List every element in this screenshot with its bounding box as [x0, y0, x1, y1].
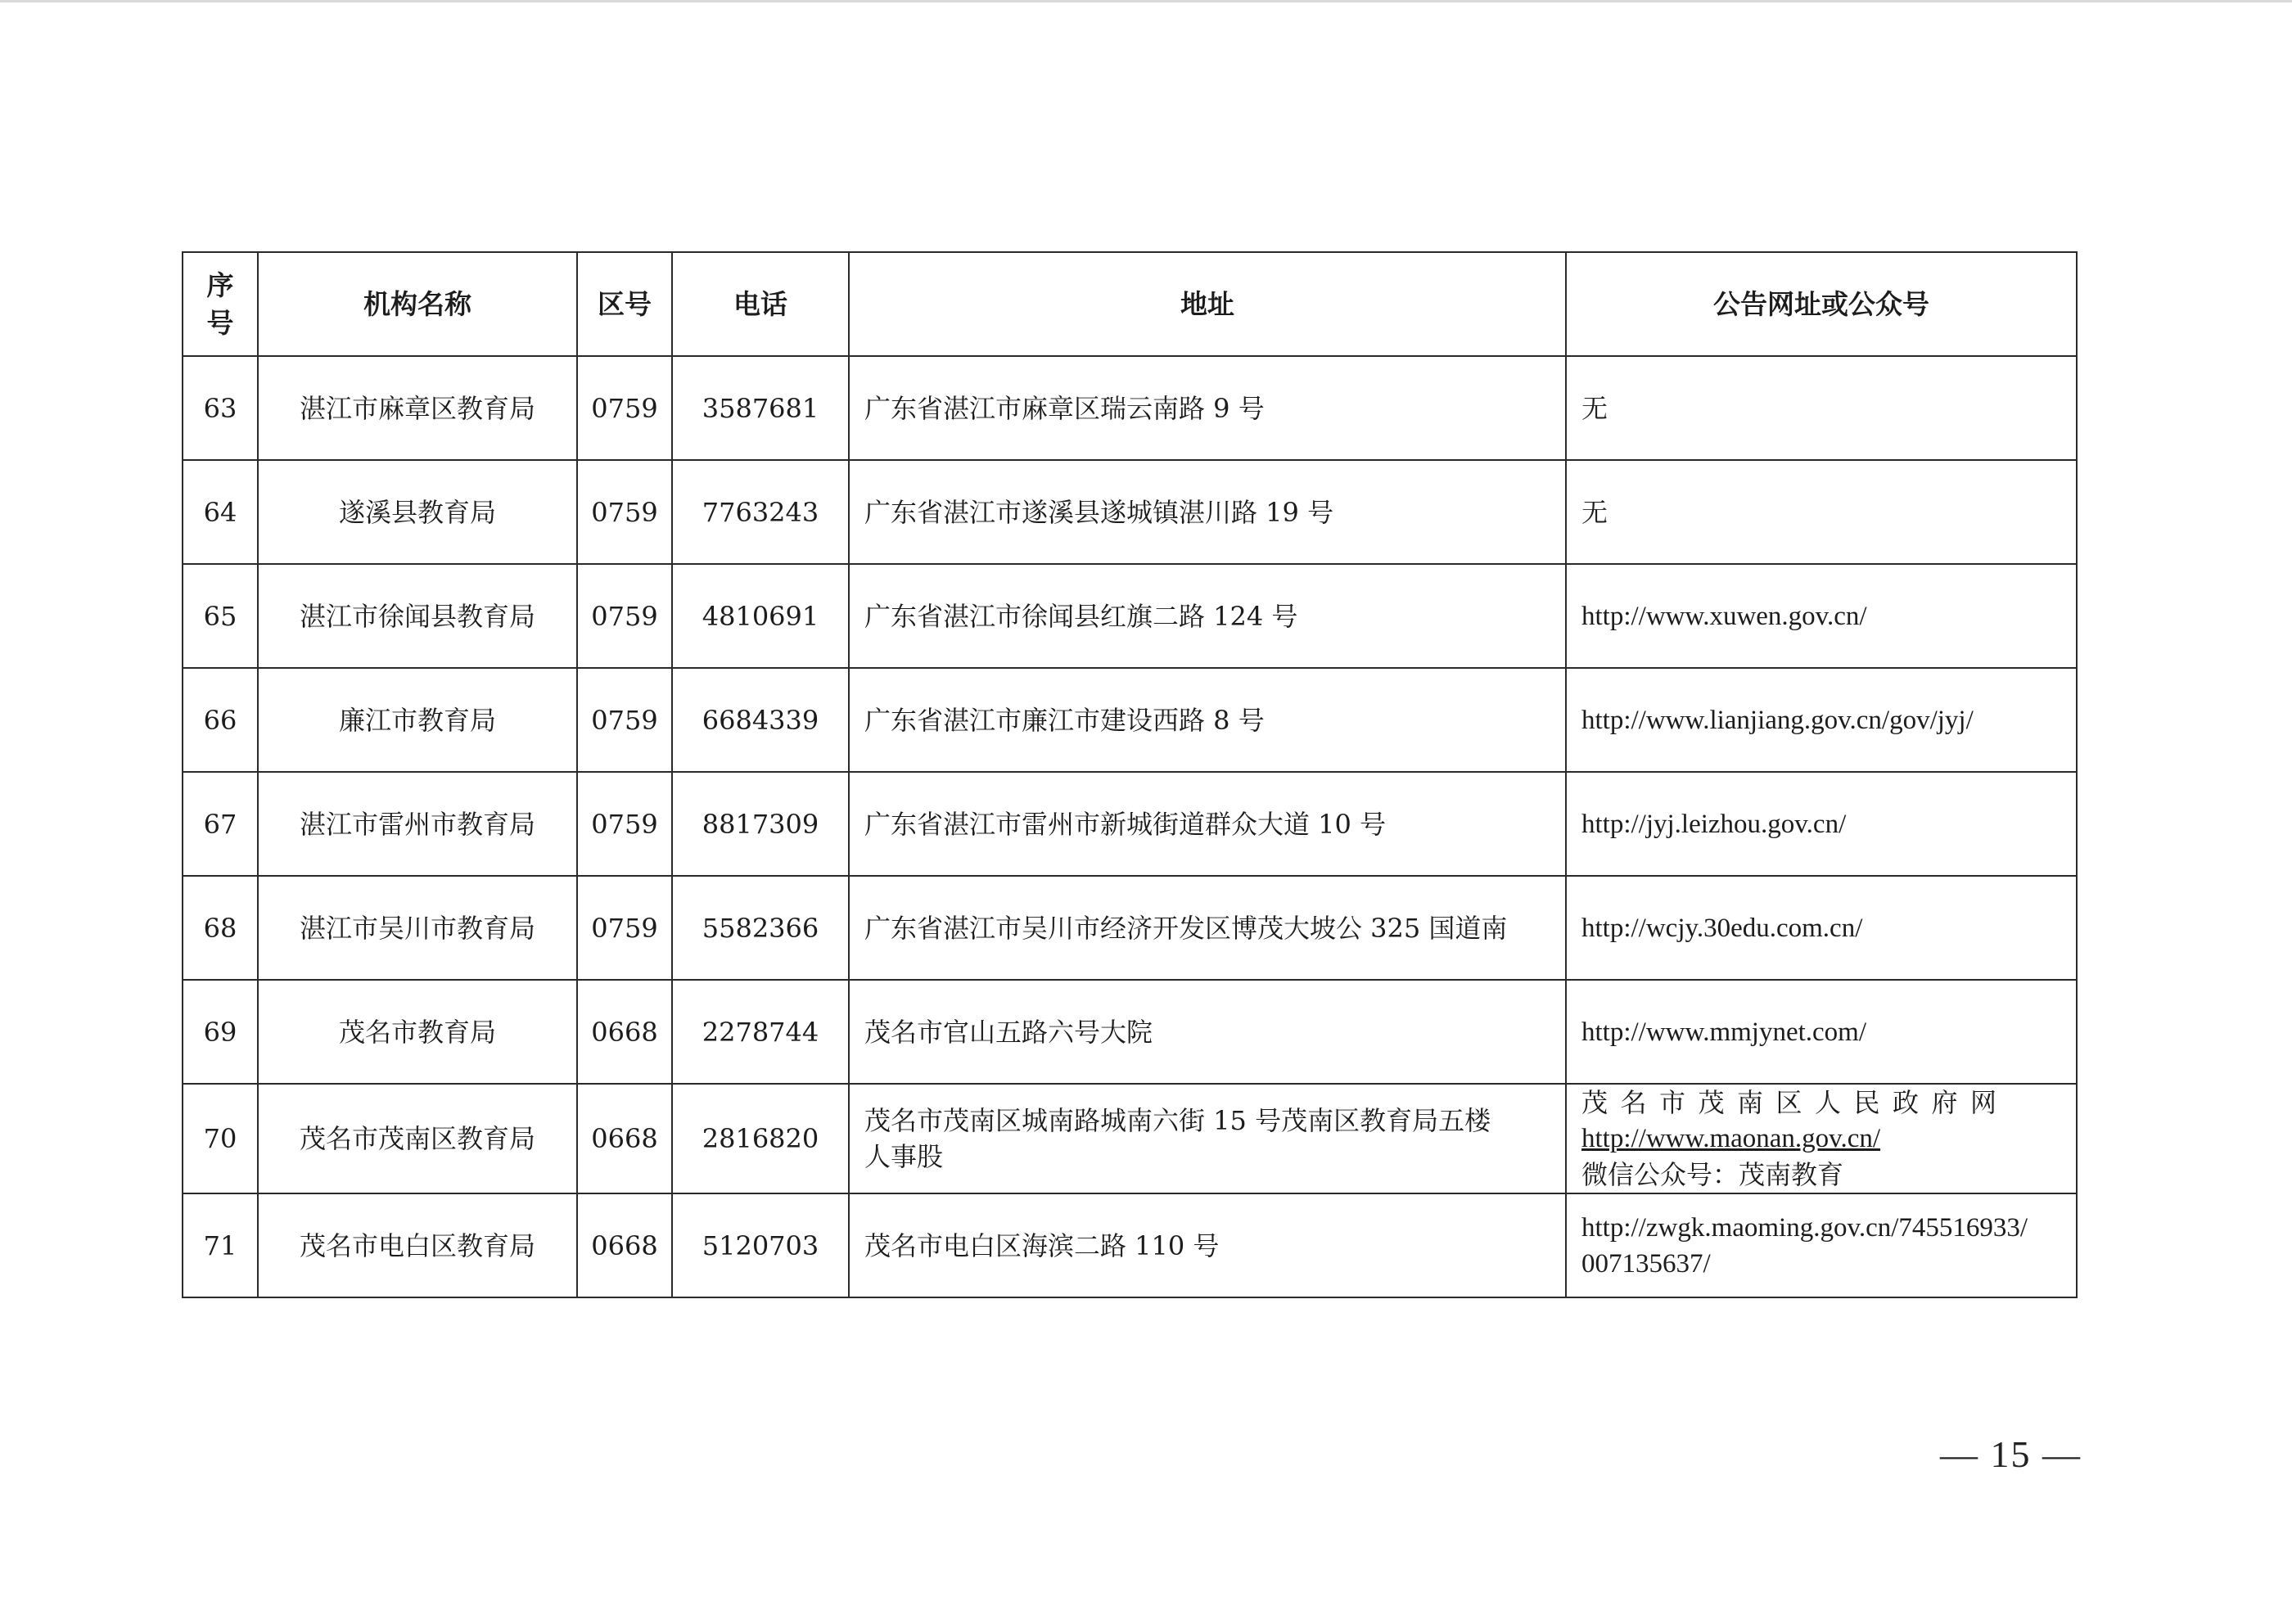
- cell-address: [849, 772, 1566, 876]
- page-number: — 15 —: [1940, 1433, 2082, 1475]
- address-line: 广东省湛江市廉江市建设西路 8 号: [864, 704, 1265, 736]
- cell-address: [849, 980, 1566, 1084]
- cell-area-code: 0668: [577, 1193, 672, 1297]
- cell-name: 遂溪县教育局: [258, 460, 577, 564]
- cell-website: [1566, 980, 2077, 1084]
- website-line: 无: [1581, 496, 1608, 528]
- table-row: [183, 564, 2077, 668]
- cell-area-code: 0668: [577, 980, 672, 1084]
- address-line: 茂名市电白区海滨二路 110 号: [864, 1229, 1220, 1261]
- cell-name: 廉江市教育局: [258, 668, 577, 772]
- cell-seq: 70: [183, 1084, 258, 1193]
- address-line: 茂名市官山五路六号大院: [864, 1016, 1153, 1048]
- cell-seq: 63: [183, 356, 258, 460]
- cell-address: [849, 564, 1566, 668]
- website-link[interactable]: 007135637/: [1581, 1248, 1711, 1279]
- cell-name: 湛江市吴川市教育局: [258, 876, 577, 980]
- table-row: [183, 460, 2077, 564]
- cell-area-code: 0759: [577, 876, 672, 980]
- cell-seq: 65: [183, 564, 258, 668]
- website-link[interactable]: http://zwgk.maoming.gov.cn/745516933/: [1581, 1212, 2028, 1243]
- cell-seq: 67: [183, 772, 258, 876]
- cell-area-code: 0759: [577, 460, 672, 564]
- cell-seq: 69: [183, 980, 258, 1084]
- cell-website: [1566, 876, 2077, 980]
- header-website: 公告网址或公众号: [1566, 252, 2077, 356]
- cell-seq: 66: [183, 668, 258, 772]
- cell-area-code: 0759: [577, 668, 672, 772]
- directory-table-wrapper: [182, 251, 2078, 1298]
- cell-website: [1566, 668, 2077, 772]
- cell-seq: 71: [183, 1193, 258, 1297]
- cell-address: [849, 356, 1566, 460]
- table-row: [183, 356, 2077, 460]
- table-row: [183, 1193, 2077, 1297]
- scan-top-edge: [0, 0, 2292, 2]
- cell-address: [849, 1193, 1566, 1297]
- wechat-account-line: 微信公众号：茂南教育: [1581, 1159, 1844, 1190]
- cell-area-code: 0759: [577, 564, 672, 668]
- cell-area-code: 0668: [577, 1084, 672, 1193]
- table-header-row: [183, 252, 2077, 356]
- table-row: [183, 980, 2077, 1084]
- cell-area-code: 0759: [577, 772, 672, 876]
- cell-name: 湛江市雷州市教育局: [258, 772, 577, 876]
- website-line: 茂名市茂南区人民政府网: [1581, 1087, 2010, 1118]
- cell-phone: 2278744: [672, 980, 849, 1084]
- header-seq: 序 号: [183, 252, 258, 356]
- website-link[interactable]: http://wcjy.30edu.com.cn/: [1581, 913, 1863, 943]
- cell-phone: 7763243: [672, 460, 849, 564]
- address-line: 人事股: [864, 1141, 944, 1172]
- header-area-code: 区号: [577, 252, 672, 356]
- header-phone: 电话: [672, 252, 849, 356]
- address-line: 广东省湛江市吴川市经济开发区博茂大坡公 325 国道南: [864, 912, 1508, 944]
- cell-website: [1566, 1084, 2077, 1193]
- cell-phone: 3587681: [672, 356, 849, 460]
- cell-name: 湛江市徐闻县教育局: [258, 564, 577, 668]
- cell-phone: 4810691: [672, 564, 849, 668]
- cell-website: [1566, 772, 2077, 876]
- website-line: 无: [1581, 392, 1608, 424]
- cell-address: [849, 460, 1566, 564]
- address-line: 广东省湛江市遂溪县遂城镇湛川路 19 号: [864, 496, 1334, 528]
- website-link[interactable]: http://www.maonan.gov.cn/: [1581, 1124, 1881, 1153]
- website-link[interactable]: http://www.mmjynet.com/: [1581, 1017, 1866, 1047]
- website-link[interactable]: http://www.xuwen.gov.cn/: [1581, 601, 1867, 631]
- website-link[interactable]: http://www.lianjiang.gov.cn/gov/jyj/: [1581, 705, 1974, 735]
- cell-name: 茂名市教育局: [258, 980, 577, 1084]
- cell-address: [849, 876, 1566, 980]
- cell-phone: 6684339: [672, 668, 849, 772]
- table-row: [183, 668, 2077, 772]
- cell-area-code: 0759: [577, 356, 672, 460]
- cell-name: 茂名市茂南区教育局: [258, 1084, 577, 1193]
- cell-phone: 8817309: [672, 772, 849, 876]
- cell-phone: 5582366: [672, 876, 849, 980]
- cell-seq: 64: [183, 460, 258, 564]
- header-address: 地址: [849, 252, 1566, 356]
- cell-website: [1566, 1193, 2077, 1297]
- cell-phone: 5120703: [672, 1193, 849, 1297]
- address-line: 广东省湛江市雷州市新城街道群众大道 10 号: [864, 808, 1387, 840]
- cell-address: [849, 1084, 1566, 1193]
- table-row: [183, 1084, 2077, 1193]
- cell-address: [849, 668, 1566, 772]
- address-line: 茂名市茂南区城南路城南六街 15 号茂南区教育局五楼: [864, 1105, 1491, 1136]
- cell-website: [1566, 356, 2077, 460]
- header-name: 机构名称: [258, 252, 577, 356]
- education-bureau-table: [182, 251, 2078, 1298]
- cell-seq: 68: [183, 876, 258, 980]
- address-line: 广东省湛江市徐闻县红旗二路 124 号: [864, 600, 1298, 632]
- website-link[interactable]: http://jyj.leizhou.gov.cn/: [1581, 809, 1847, 839]
- cell-phone: 2816820: [672, 1084, 849, 1193]
- address-line: 广东省湛江市麻章区瑞云南路 9 号: [864, 392, 1265, 424]
- cell-name: 茂名市电白区教育局: [258, 1193, 577, 1297]
- cell-website: [1566, 564, 2077, 668]
- table-row: [183, 772, 2077, 876]
- cell-name: 湛江市麻章区教育局: [258, 356, 577, 460]
- table-row: [183, 876, 2077, 980]
- cell-website: [1566, 460, 2077, 564]
